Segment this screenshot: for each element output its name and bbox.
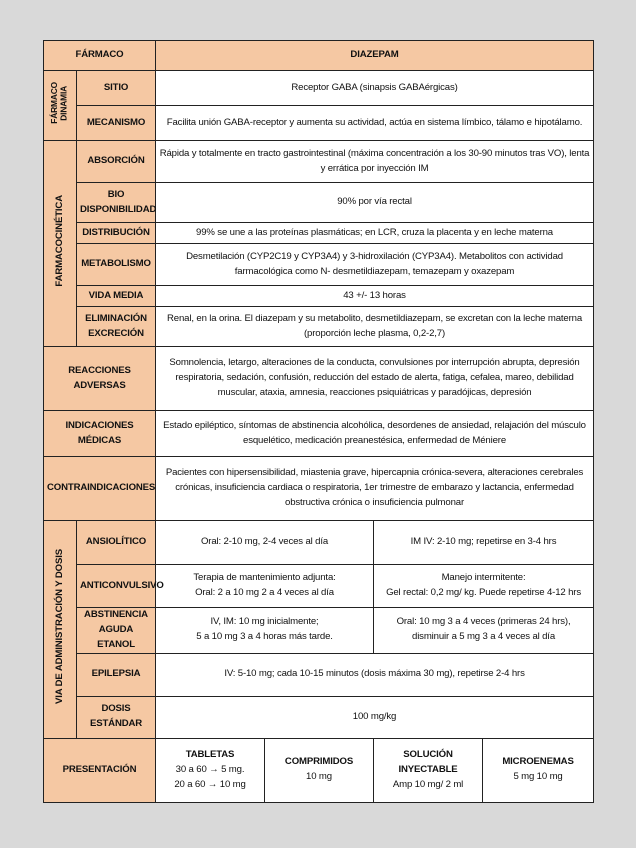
- metabolismo-value: Desmetilación (CYP2C19 y CYP3A4) y 3-hidroxilación (CYP3A4). Metabolitos con actividad farmacológica como N- desmetildiazepam, temazepam y oxazepam: [156, 244, 594, 286]
- tabletas-cell: TABLETAS 30 a 60 → 5 mg. 20 a 60 → 10 mg: [156, 738, 265, 802]
- epilepsia-label: EPILEPSIA: [77, 653, 156, 696]
- vida-media-label: VIDA MEDIA: [77, 286, 156, 307]
- sitio-value: Receptor GABA (sinapsis GABAérgicas): [156, 71, 594, 106]
- abstinencia-right: Oral: 10 mg 3 a 4 veces (primeras 24 hrs), disminuir a 5 mg 3 a 4 veces al día: [374, 608, 594, 654]
- eliminacion-value: Renal, en la orina. El diazepam y su metabolito, desmetildiazepam, se excretan con la leche materna (proporción leche plasma, 0,2-2,7): [156, 307, 594, 347]
- drug-name: DIAZEPAM: [156, 41, 594, 71]
- absorcion-value: Rápida y totalmente en tracto gastrointestinal (máxima concentración a los 30-90 minutos tras VO), lenta y errática por inyección IM: [156, 141, 594, 183]
- distribucion-value: 99% se une a las proteínas plasmáticas; en LCR, cruza la placenta y en leche materna: [156, 223, 594, 244]
- epilepsia-value: IV: 5-10 mg; cada 10-15 minutos (dosis máxima 30 mg), repetirse 2-4 hrs: [156, 653, 594, 696]
- metabolismo-label: METABOLISMO: [77, 244, 156, 286]
- mecanismo-label: MECANISMO: [77, 106, 156, 141]
- biodisponibilidad-value: 90% por vía rectal: [156, 183, 594, 223]
- dosis-estandar-label: DOSIS ESTÁNDAR: [77, 696, 156, 738]
- anticonvulsivo-label: ANTICONVULSIVO: [77, 565, 156, 608]
- via-section: VIA DE ADMINISTRACIÓN Y DOSIS: [44, 521, 77, 739]
- mecanismo-value: Facilita unión GABA-receptor y aumenta su actividad, actúa en sistema límbico, tálamo e hipotálamo.: [156, 106, 594, 141]
- biodisponibilidad-label: BIO DISPONIBILIDAD: [77, 183, 156, 223]
- indicaciones-label: INDICACIONES MÉDICAS: [44, 411, 156, 457]
- distribucion-label: DISTRIBUCIÓN: [77, 223, 156, 244]
- farmacocinetica-section: FARMACOCINÉTICA: [44, 141, 77, 347]
- abstinencia-left: IV, IM: 10 mg inicialmente; 5 a 10 mg 3 a 4 horas más tarde.: [156, 608, 374, 654]
- microenemas-cell: MICROENEMAS 5 mg 10 mg: [483, 738, 594, 802]
- reacciones-value: Somnolencia, letargo, alteraciones de la conducta, convulsiones por interrupción abrupta, depresión respiratoria, sedación, confusión, reducción del estado de alerta, fatiga, cefalea, mareo, debilidad muscular, ataxia, amnesia, reacciones psiquiátricas y paradójicas, depresión: [156, 347, 594, 411]
- solucion-cell: SOLUCIÓN INYECTABLE Amp 10 mg/ 2 ml: [374, 738, 483, 802]
- ansiolitico-im: IM IV: 2-10 mg; repetirse en 3-4 hrs: [374, 521, 594, 565]
- comprimidos-cell: COMPRIMIDOS 10 mg: [265, 738, 374, 802]
- contraindicaciones-value: Pacientes con hipersensibilidad, miastenia grave, hipercapnia crónica-severa, alteraciones cerebrales crónicas, insuficiencia cardiaca o respiratoria, 1er trimestre de embarazo y lactancia, enfermedad obstructiva crónica o insuficiencia pulmonar: [156, 457, 594, 521]
- eliminacion-label: ELIMINACIÓN EXCRECIÓN: [77, 307, 156, 347]
- dosis-estandar-value: 100 mg/kg: [156, 696, 594, 738]
- ansiolitico-label: ANSIOLÍTICO: [77, 521, 156, 565]
- anticonvulsivo-right: Manejo intermitente: Gel rectal: 0,2 mg/ kg. Puede repetirse 4-12 hrs: [374, 565, 594, 608]
- drug-label: FÁRMACO: [44, 41, 156, 71]
- contraindicaciones-label: CONTRAINDICACIONES: [44, 457, 156, 521]
- farmacodinamia-section: FÁRMACO DINAMIA: [44, 71, 77, 141]
- indicaciones-value: Estado epiléptico, síntomas de abstinencia alcohólica, desordenes de ansiedad, relajación del músculo esquelético, medicación preanestésica, enfermedad de Méniere: [156, 411, 594, 457]
- vida-media-value: 43 +/- 13 horas: [156, 286, 594, 307]
- reacciones-label: REACCIONES ADVERSAS: [44, 347, 156, 411]
- sitio-label: SITIO: [77, 71, 156, 106]
- ansiolitico-oral: Oral: 2-10 mg, 2-4 veces al día: [156, 521, 374, 565]
- anticonvulsivo-left: Terapia de mantenimiento adjunta: Oral: 2 a 10 mg 2 a 4 veces al día: [156, 565, 374, 608]
- header-row: [44, 41, 594, 71]
- absorcion-label: ABSORCIÓN: [77, 141, 156, 183]
- diazepam-table: [43, 40, 594, 803]
- abstinencia-label: ABSTINENCIA AGUDA ETANOL: [77, 608, 156, 654]
- presentacion-label: PRESENTACIÓN: [44, 738, 156, 802]
